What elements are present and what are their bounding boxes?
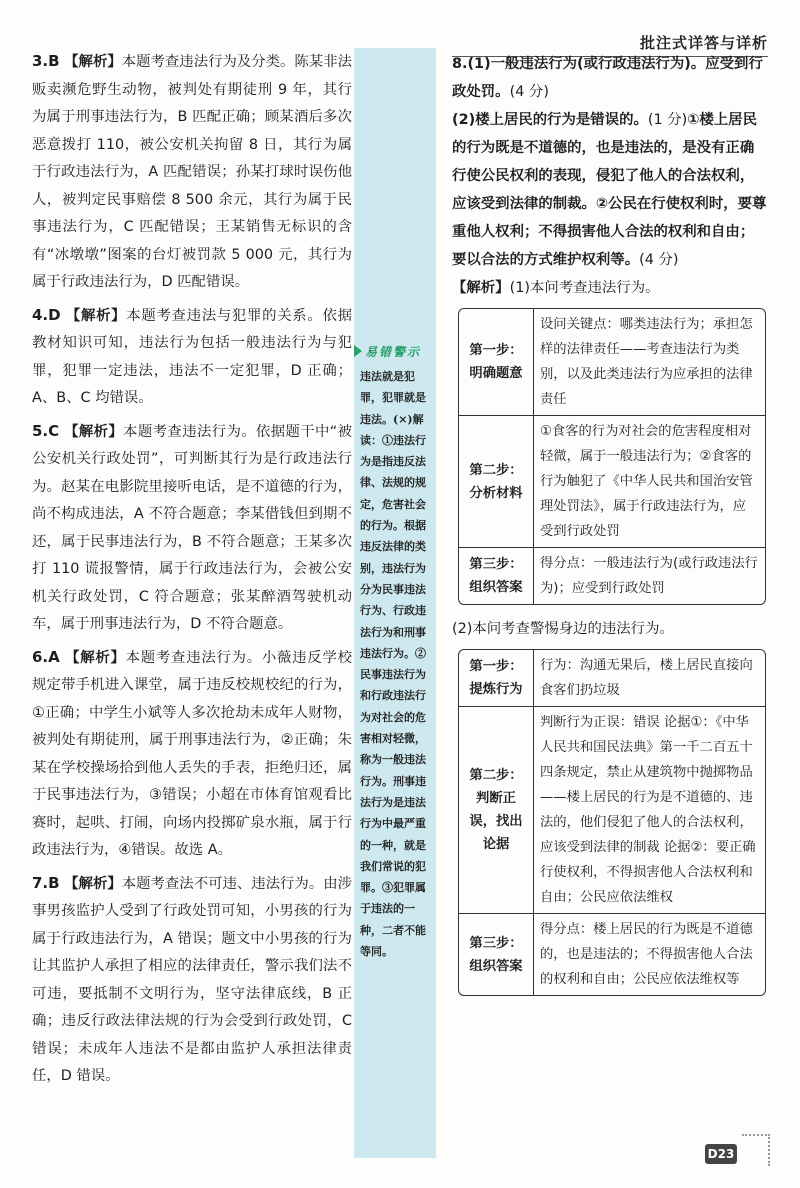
item-number: 4. bbox=[32, 305, 49, 324]
answer-item-3 bbox=[32, 48, 352, 297]
sidebar-text: 违法就是犯罪，犯罪就是违法。(×)解读：①违法行为是指违反法律、法规的规定，危害社会的行为。根据违反法律的类别，违法行为分为民事违法行为、行政违法行为和刑事违法行为。②民事违法行为和行政违法行为对社会的危害相对轻微，称为一般违法行为。刑事违法行为是违法行为中最严重的一种，就是我们常说的犯罪。③犯罪属于违法的一种，二者不能等同。 bbox=[360, 370, 426, 959]
analysis-tag: 【解析】 bbox=[65, 307, 127, 324]
step-header: 第二步：分析材料 bbox=[459, 416, 534, 548]
answer-item-7 bbox=[32, 870, 352, 1091]
step-header: 第二步：判断正误，找出论据 bbox=[459, 707, 534, 914]
sidebar-label bbox=[354, 340, 436, 362]
table-row bbox=[459, 650, 765, 707]
item-number: 6. bbox=[32, 647, 49, 666]
analysis-part2: (2)本问考查警惕身边的违法行为。 bbox=[452, 621, 674, 637]
step-header: 第一步：提炼行为 bbox=[459, 650, 534, 707]
item-number: 5. bbox=[32, 421, 49, 440]
analysis-text: (1)本问考查违法行为。 bbox=[509, 280, 660, 296]
left-column bbox=[32, 48, 352, 1096]
q8-part1 bbox=[452, 50, 768, 106]
item-text: 本题考查违法与犯罪的关系。依据教材知识可知，违法行为包括一般违法行为与犯罪，犯罪一定违法，违法不一定犯罪，D 正确；A、B、C 均错误。 bbox=[32, 307, 352, 406]
step-content: 得分点：一般违法行为(或行政违法行为)；应受到行政处罚 bbox=[540, 556, 758, 596]
steps-table-2 bbox=[458, 649, 766, 996]
sidebar-label-text: 易错警示 bbox=[365, 344, 422, 359]
corner-dots bbox=[742, 1134, 770, 1166]
step-content: 行为：沟通无果后，楼上居民直接向食客们扔垃圾 bbox=[534, 650, 765, 707]
score: (4 分) bbox=[509, 84, 549, 100]
item-answer: B bbox=[48, 873, 60, 892]
analysis-tag: 【解析】 bbox=[64, 875, 122, 892]
page-number: D23 bbox=[705, 1144, 737, 1164]
score: (4 分) bbox=[639, 252, 679, 268]
item-text: 本题考查法不可违、违法行为。由涉事男孩监护人受到了行政处罚可知，小男孩的行为属于行政违法行为，A 错误；题文中小男孩的行为让其监护人承担了相应的法律责任，警示我们法不可违，要抵制不文明行为，坚守法律底线，B 正确；违反行政法律法规的行为会受到行政处罚，C 错误；未成年人违法不是都由监护人承担法律责任，D 错误。 bbox=[32, 875, 352, 1084]
item-answer: B bbox=[48, 52, 60, 70]
item-number: 8. bbox=[452, 56, 468, 72]
q8-part2-text: (2)楼上居民的行为是错误的。 bbox=[452, 112, 648, 128]
analysis-intro bbox=[452, 274, 768, 302]
item-answer: C bbox=[48, 421, 60, 440]
arrow-icon bbox=[354, 345, 362, 357]
step-content: 得分点：楼上居民的行为既是不道德的，也是违法的；不得损害他人合法的权利和自由；公民应依法维权等 bbox=[540, 922, 753, 987]
analysis-tag: 【解析】 bbox=[64, 54, 122, 70]
step-header: 第一步：明确题意 bbox=[459, 309, 534, 416]
table-row bbox=[459, 914, 765, 995]
table-row bbox=[459, 707, 765, 914]
step-content: 判断行为正误：错误 论据①：《中华人民共和国民法典》第一千二百五十四条规定，禁止从建筑物中抛掷物品——楼上居民的行为是不道德的、违法的，他们侵犯了他人的合法权利，应该受到法律的制裁 论据②：要正确行使权利，不得损害他人合法权利和自由；公民应依法维权 bbox=[534, 707, 765, 914]
step-content: ①食客的行为对社会的危害程度相对轻微，属于一般违法行为；②食客的行为触犯了《中华人民共和国治安管理处罚法》，属于行政违法行为，应受到行政处罚 bbox=[534, 416, 765, 548]
table-row bbox=[459, 416, 765, 548]
analysis-tag: 【解析】 bbox=[64, 423, 124, 440]
table-row bbox=[459, 309, 765, 416]
right-column bbox=[452, 50, 768, 1006]
answer-item-5 bbox=[32, 418, 352, 639]
step-header: 第三步：组织答案 bbox=[459, 548, 534, 604]
item-text: 本题考查违法行为。小薇违反学校规定带手机进入课堂，属于违反校规校纪的行为，①正确；中学生小斌等人多次抢劫未成年人财物，被判处有期徒刑，属于刑事违法行为，②正确；朱某在学校操场拾到他人丢失的手表，拒绝归还，属于民事违法行为，③错误；小超在市体育馆观看比赛时，起哄、打闹，向场内投掷矿泉水瓶，属于行政违法行为，④错误。故选 A。 bbox=[32, 649, 352, 858]
item-answer: D bbox=[48, 305, 61, 324]
analysis-tag: 【解析】 bbox=[452, 280, 510, 296]
table-row bbox=[459, 548, 765, 604]
answer-item-6 bbox=[32, 644, 352, 865]
steps-table-1 bbox=[458, 308, 766, 605]
page-header-title: 批注式详答与详析 bbox=[639, 34, 768, 52]
item-text: 本题考查违法行为及分类。陈某非法贩卖濒危野生动物，被判处有期徒刑 9 年，其行为属于刑事违法行为，B 匹配正确；顾某酒后多次恶意拨打 110，被公安机关拘留 8 日，其行为属于行政违法行为，A 匹配错误；孙某打球时误伤他人，被判定民事赔偿 8 500 余元，其行为属于民事违法行为，C 匹配错误；王某销售无标识的含有“冰墩墩”图案的台灯被罚款 5 000 元，其行为属于行政违法行为，D 匹配错误。 bbox=[32, 54, 352, 290]
item-number: 7. bbox=[32, 873, 49, 892]
sidebar-note bbox=[354, 48, 436, 1158]
item-text: 本题考查违法行为。依据题干中“被公安机关行政处罚”，可判断其行为是行政违法行为。赵某在电影院里接听电话，是不道德的行为，尚不构成违法，A 不符合题意；李某借钱但到期不还，属于民事违法行为，B 不符合题意；王某多次打 110 谎报警情，属于行政违法行为，会被公安机关行政处罚，C 符合题意；张某醉酒驾驶机动车，属于刑事违法行为，D 不符合题意。 bbox=[32, 423, 352, 632]
item-answer: A bbox=[48, 647, 60, 666]
item-number: 3. bbox=[32, 52, 49, 70]
score: (1 分) bbox=[647, 112, 688, 128]
step-content: 设问关键点：哪类违法行为；承担怎样的法律责任——考查违法行为类别，以及此类违法行为应承担的法律责任 bbox=[534, 309, 765, 416]
q8-part2-detail: ①楼上居民的行为既是不道德的，也是违法的，是没有正确行使公民权利的表现，侵犯了他人的合法权利，应该受到法律的制裁。②公民在行使权利时，要尊重他人权利；不得损害他人合法的权利和自由；要以合法的方式维护权利等。 bbox=[452, 112, 767, 268]
answer-item-4 bbox=[32, 302, 352, 413]
q8-part2 bbox=[452, 106, 768, 274]
q8-part1-text: (1)一般违法行为(或行政违法行为)。应受到行政处罚。 bbox=[452, 56, 763, 100]
step-header: 第三步：组织答案 bbox=[459, 914, 534, 995]
analysis-tag: 【解析】 bbox=[65, 649, 126, 666]
